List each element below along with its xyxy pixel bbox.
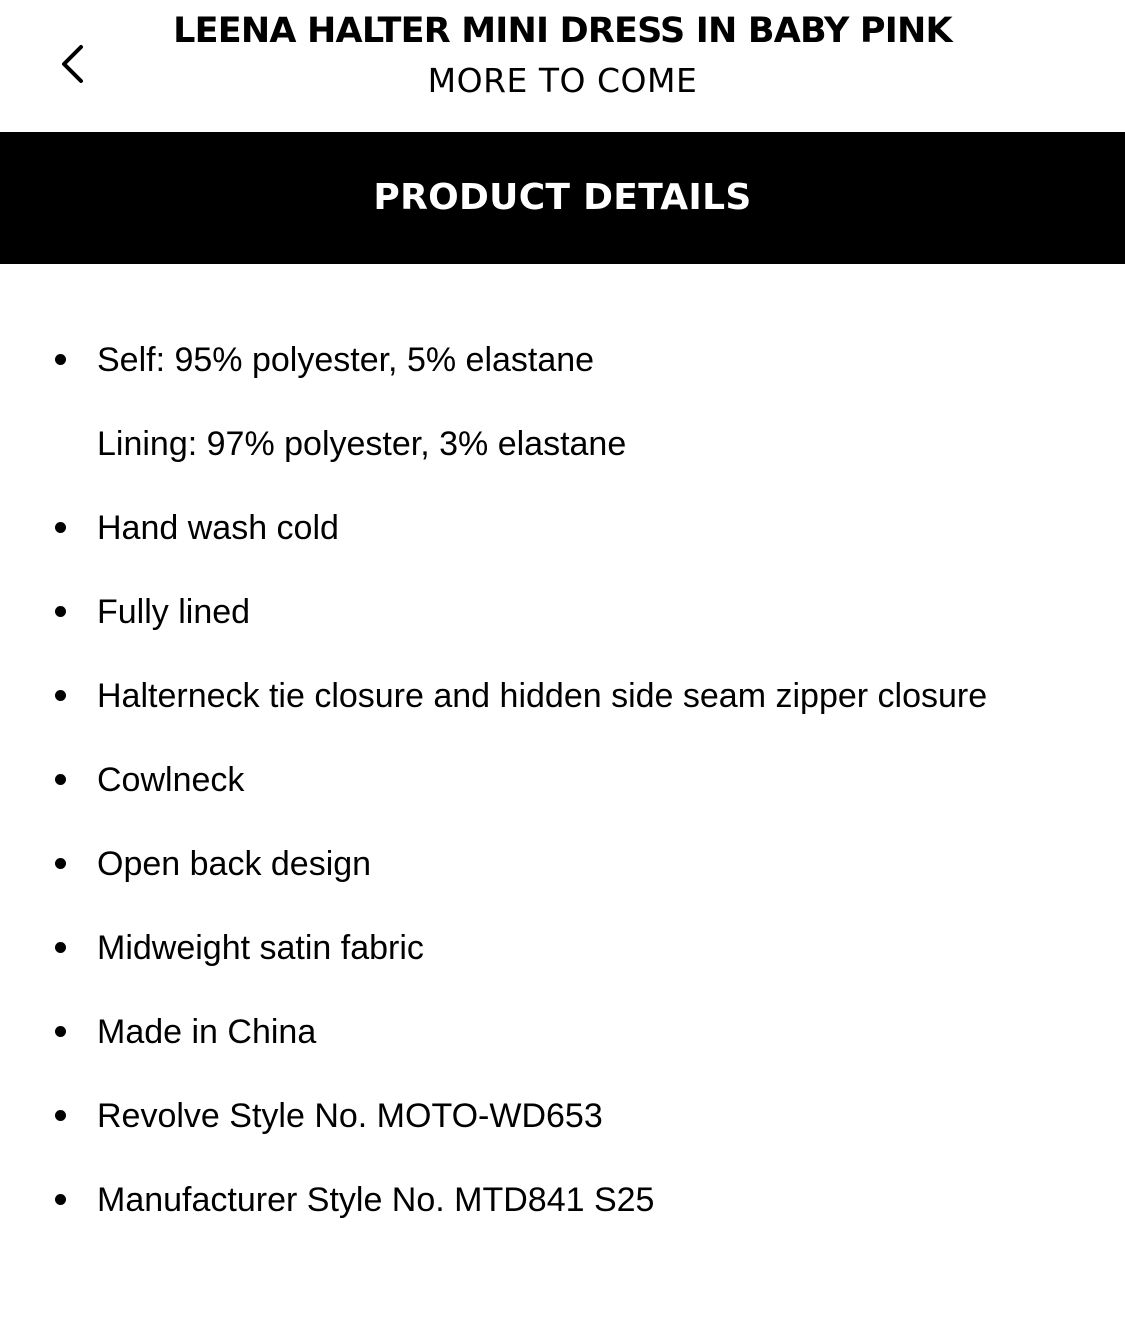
- list-item: [0, 1074, 1125, 1158]
- detail-text: Made in China: [97, 1013, 317, 1051]
- list-item: [0, 990, 1125, 1074]
- section-title: PRODUCT DETAILS: [373, 176, 752, 218]
- bullet-icon: [55, 522, 66, 533]
- title-block: [140, 8, 985, 104]
- bullet-icon: [55, 1110, 66, 1121]
- chevron-left-icon: [59, 44, 85, 89]
- detail-text: Open back design: [97, 845, 372, 883]
- back-button[interactable]: [44, 36, 100, 96]
- product-title: LEENA HALTER MINI DRESS IN BABY PINK: [173, 11, 952, 51]
- bullet-icon: [55, 1026, 66, 1037]
- detail-text: Midweight satin fabric: [97, 929, 424, 967]
- brand-name[interactable]: MORE TO COME: [427, 61, 698, 100]
- detail-text: Fully lined: [97, 593, 251, 631]
- detail-text: Cowlneck: [97, 761, 245, 799]
- list-item: [0, 654, 1125, 738]
- product-details-header: [0, 132, 1125, 264]
- bullet-icon: [55, 690, 66, 701]
- list-item: [0, 906, 1125, 990]
- bullet-icon: [55, 942, 66, 953]
- list-item: [0, 1158, 1125, 1242]
- bullet-icon: [55, 858, 66, 869]
- list-item: [0, 738, 1125, 822]
- list-item: [0, 402, 1125, 486]
- detail-text: Halterneck tie closure and hidden side seam zipper closure: [97, 677, 988, 715]
- list-item: [0, 822, 1125, 906]
- product-details-list: [0, 318, 1125, 1242]
- detail-text: Manufacturer Style No. MTD841 S25: [97, 1181, 655, 1219]
- bullet-icon: [55, 1194, 66, 1205]
- detail-text: Revolve Style No. MOTO-WD653: [97, 1097, 603, 1135]
- detail-text: Self: 95% polyester, 5% elastane: [97, 341, 595, 379]
- bullet-icon: [55, 606, 66, 617]
- list-item: [0, 570, 1125, 654]
- list-item: [0, 318, 1125, 402]
- detail-text: Hand wash cold: [97, 509, 339, 547]
- list-item: [0, 486, 1125, 570]
- bullet-icon: [55, 774, 66, 785]
- detail-text: Lining: 97% polyester, 3% elastane: [97, 425, 627, 463]
- bullet-icon: [55, 354, 66, 365]
- page-header: [0, 0, 1125, 132]
